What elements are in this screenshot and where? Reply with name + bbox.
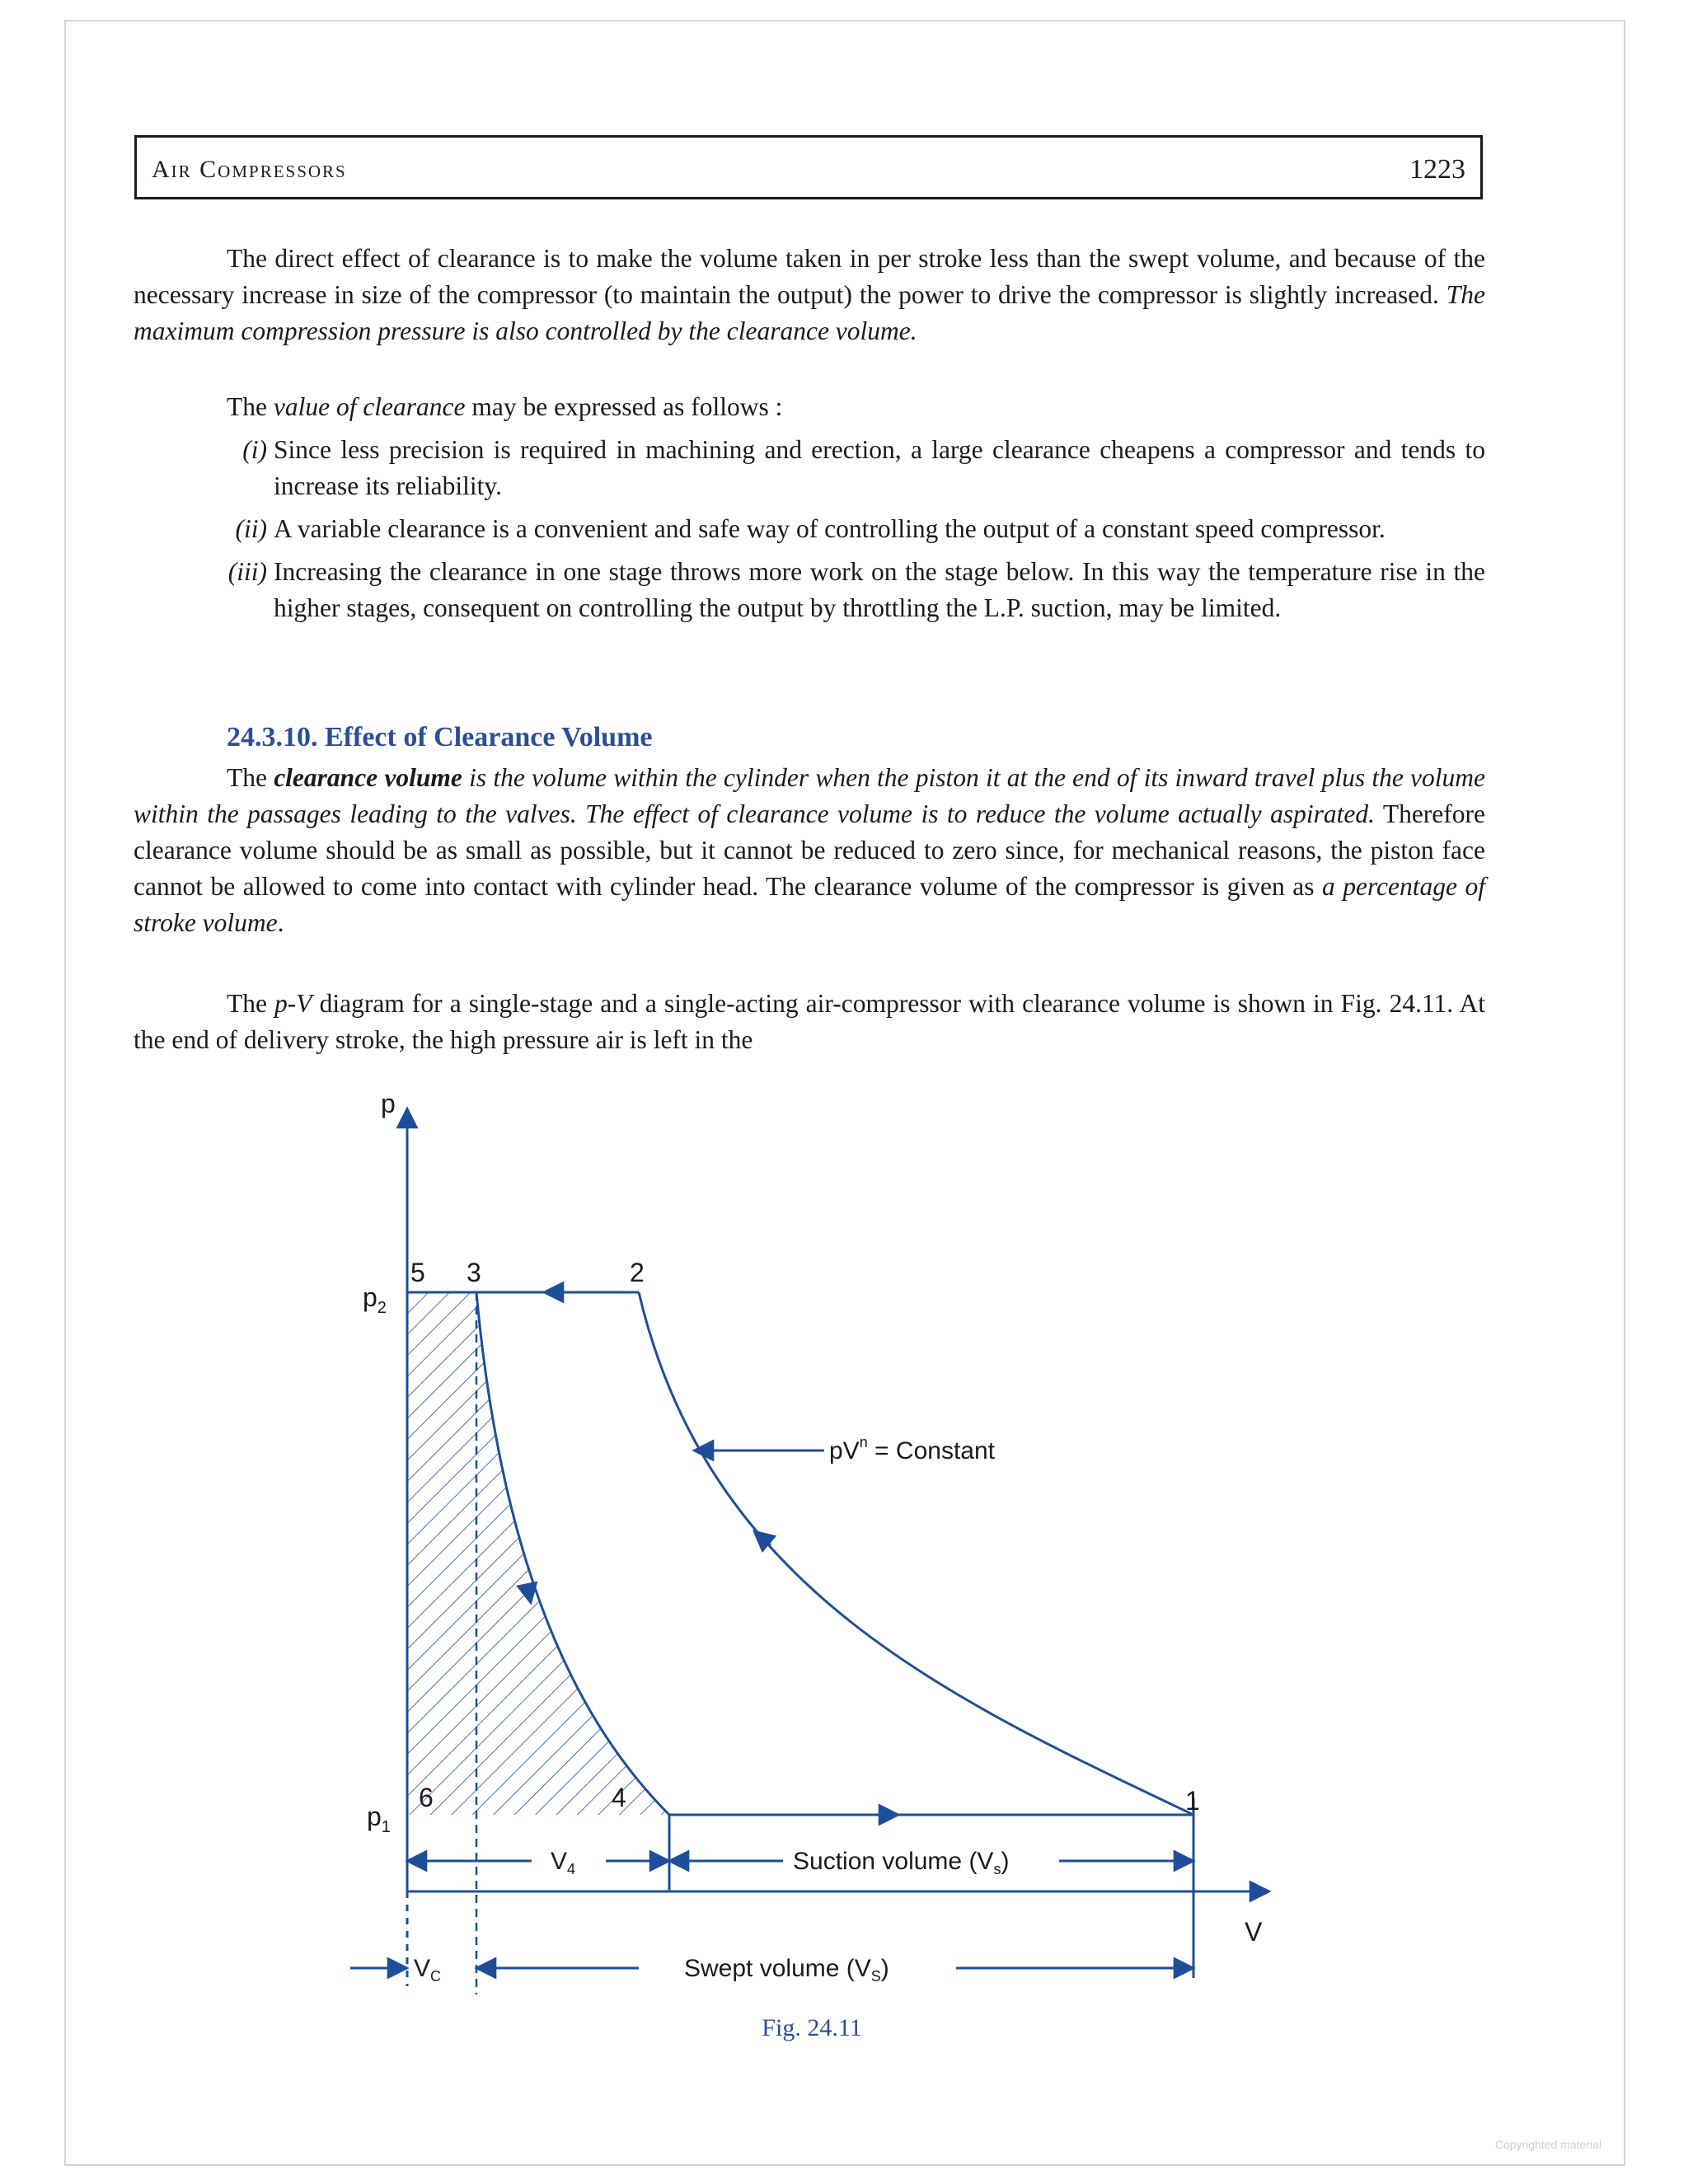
curve-label: $pV^n$ = Constant <box>829 1434 995 1465</box>
suction-volume-label: Suction volume $(V_s)$ <box>793 1848 1010 1877</box>
point-4-label: 4 <box>612 1783 626 1812</box>
paragraph-value-of-clearance: The value of clearance may be expressed as follows : <box>227 392 783 421</box>
list-item: (ii) A variable clearance is a convenient and safe way of controlling the output of a constant speed compressor. <box>235 514 1386 543</box>
paragraph-clearance-volume: The clearance volume is the volume within the cylinder when the piston it at the end of its inward travel plus the volume within the passages leading to the valves. The effect of clearance volume is to reduce the volume actually aspirated. Therefore clearance volume should be as small as possible, but it cannot be reduced to zero since, for mechanical reasons, the piston face cannot be allowed to come into contact with cylinder head. The clearance volume of the compressor is given as a percentage of stroke volume. <box>134 763 1485 937</box>
list-item: (i) Since less precision is required in machining and erection, a large clearance cheapens a compressor and tends to increase its reliability. <box>242 435 1485 500</box>
swept-volume-label: Swept volume $(V_S)$ <box>684 1955 889 1985</box>
list-item: (iii) Increasing the clearance in one stage throws more work on the stage below. In this way the temperature rise in the higher stages, consequent on controlling the output by throttling the L.P. suction, may be limited. <box>227 557 1485 622</box>
point-2-label: 2 <box>630 1258 645 1287</box>
v-axis-label: V <box>1245 1917 1263 1947</box>
point-3-label: 3 <box>467 1258 481 1287</box>
v4-label: $V_4$ <box>551 1848 576 1877</box>
copyright-watermark: Copyrighted material <box>1494 2138 1601 2151</box>
p-axis-label: p <box>381 1089 396 1118</box>
page-number: 1223 <box>1409 154 1465 185</box>
point-5-label: 5 <box>410 1258 425 1287</box>
section-heading: 24.3.10. Effect of Clearance Volume <box>227 722 653 752</box>
point-6-label: 6 <box>419 1783 434 1812</box>
compression-curve <box>639 1292 1193 1815</box>
paragraph-pv-diagram: The p-V diagram for a single-stage and a single-acting air-compressor with clearance volume is shown in Fig. 24.11. At the end of delivery stroke, the high pressure air is left in the <box>134 989 1485 1054</box>
point-1-label: 1 <box>1185 1786 1200 1816</box>
p1-label: $p_1$ <box>367 1802 391 1836</box>
paragraph-clearance-effect: The direct effect of clearance is to make the volume taken in per stroke less than the swept volume, and because of the necessary increase in size of the compressor (to maintain the output) the power to drive the compressor is slightly increased. The maximum compression pressure is also controlled by the clearance volume. <box>134 244 1485 345</box>
vc-label: $V_C$ <box>414 1955 442 1985</box>
p2-label: $p_2$ <box>363 1282 387 1317</box>
work-hatched-area <box>407 1292 669 1815</box>
running-header-title: Air Compressors <box>152 156 347 183</box>
figure-caption: Fig. 24.11 <box>762 2014 862 2041</box>
